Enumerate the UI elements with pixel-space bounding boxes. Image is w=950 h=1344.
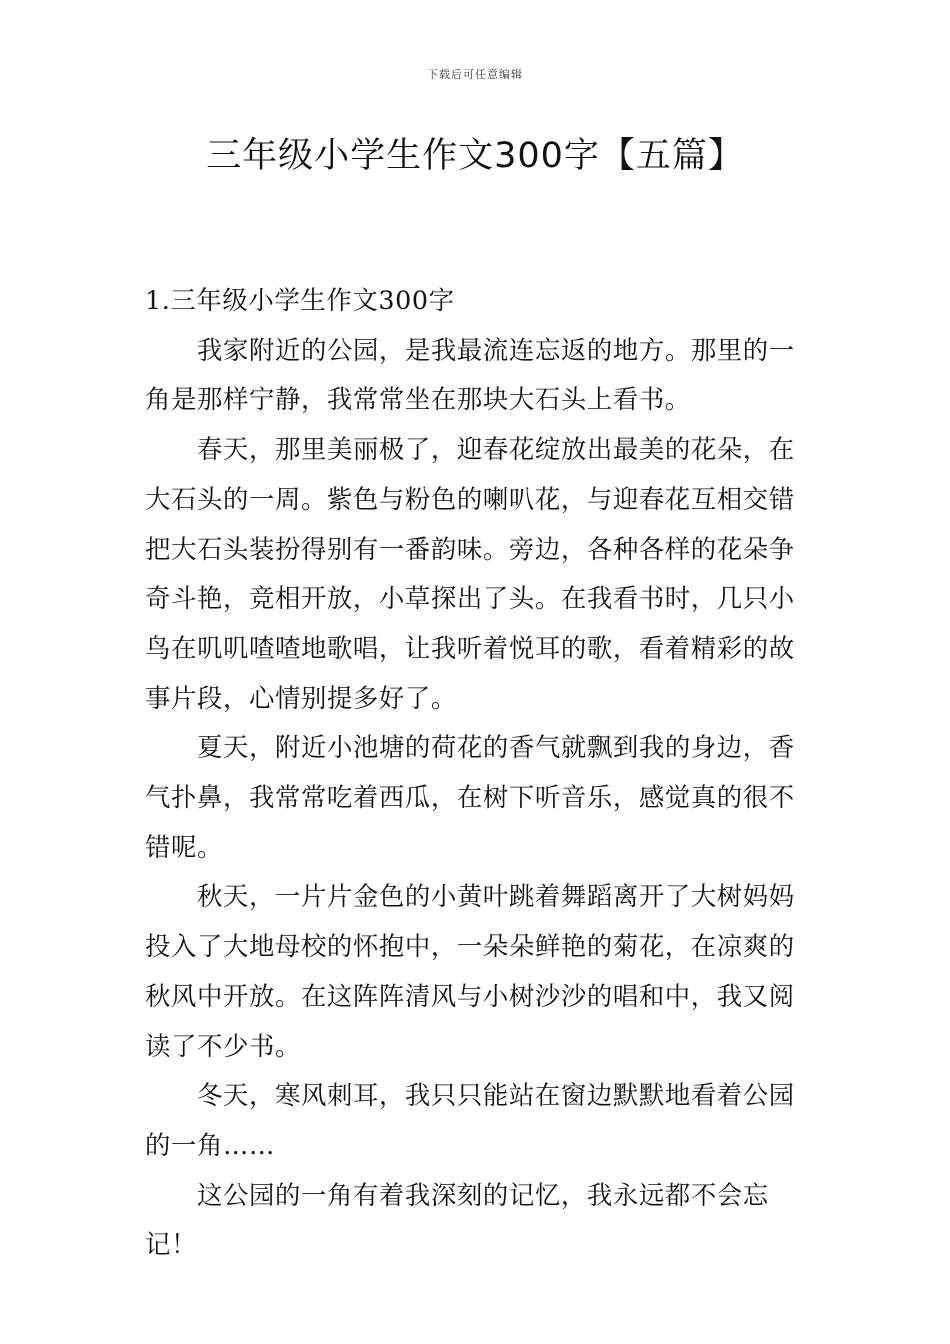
paragraph-line: 奇斗艳，竞相开放，小草探出了头。在我看书时，几只小 [145, 583, 795, 614]
document-title: 三年级小学生作文300字【五篇】 [206, 136, 744, 176]
paragraph-line: 大石头的一周。紫色与粉色的喇叭花，与迎春花互相交错 [145, 483, 795, 514]
paragraph-line: 的一角…… [145, 1129, 275, 1160]
paragraph-line: 鸟在叽叽喳喳地歌唱，让我听着悦耳的歌，看着精彩的故 [145, 632, 795, 663]
paragraph-line: 冬天，寒风刺耳，我只只能站在窗边默默地看着公园 [197, 1080, 795, 1111]
paragraph-line: 秋风中开放。在这阵阵清风与小树沙沙的唱和中，我又阅 [145, 980, 795, 1011]
header-note: 下载后可任意编辑 [427, 68, 523, 81]
paragraph-line: 把大石头装扮得别有一番韵味。旁边，各种各样的花朵争 [145, 533, 795, 564]
paragraph-line: 事片段，心情别提多好了。 [145, 682, 457, 713]
paragraph [145, 723, 809, 872]
paragraph-line: 这公园的一角有着我深刻的记忆，我永远都不会忘记！ [145, 1179, 769, 1260]
paragraph [145, 1071, 809, 1170]
paragraph [145, 326, 809, 425]
paragraph-line: 气扑鼻，我常常吃着西瓜，在树下听音乐，感觉真的很不 [145, 782, 795, 813]
paragraph [145, 872, 809, 1071]
paragraph [145, 1171, 809, 1270]
section-heading: 1.三年级小学生作文300字 [145, 285, 455, 315]
paragraph-line: 夏天，附近小池塘的荷花的香气就飘到我的身边，香 [197, 732, 795, 763]
paragraph-line: 秋天，一片片金色的小黄叶跳着舞蹈离开了大树妈妈 [197, 881, 795, 912]
paragraph-line: 错呢。 [145, 831, 223, 862]
paragraph-line: 春天，那里美丽极了，迎春花绽放出最美的花朵，在 [197, 434, 795, 465]
paragraph-line: 角是那样宁静，我常常坐在那块大石头上看书。 [145, 384, 691, 415]
paragraph-line: 读了不少书。 [145, 1030, 301, 1061]
paragraph-line: 投入了大地母校的怀抱中，一朵朵鲜艳的菊花，在凉爽的 [145, 931, 795, 962]
paragraph [145, 425, 809, 723]
paragraph-list [145, 326, 809, 1270]
paragraph-line: 我家附近的公园，是我最流连忘返的地方。那里的一 [197, 334, 795, 365]
document-body [145, 276, 809, 1270]
